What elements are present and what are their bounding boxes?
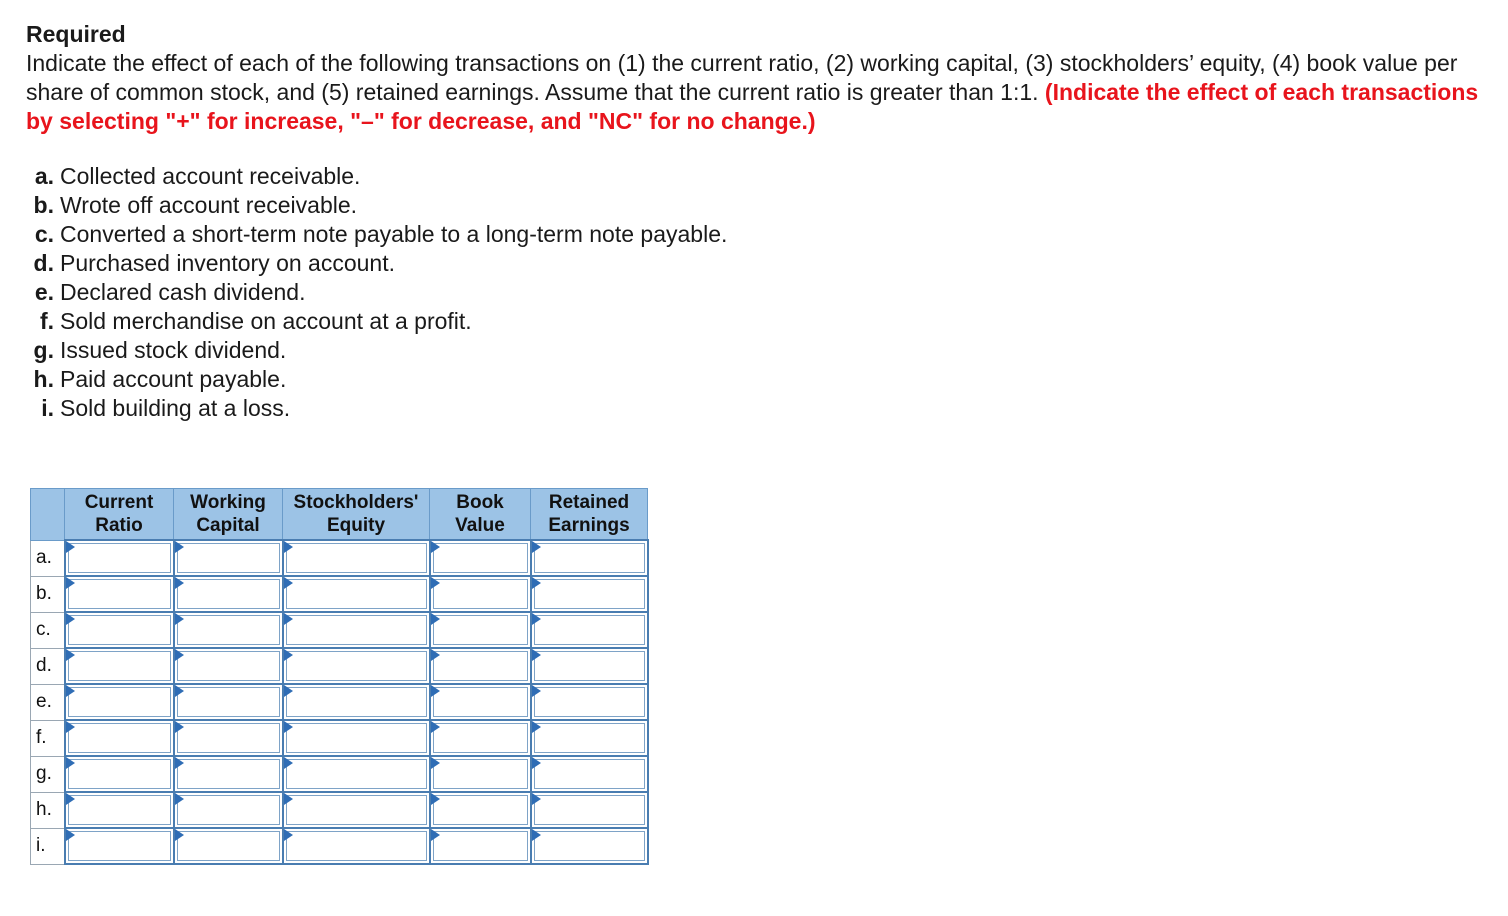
dropdown-marker-icon: [175, 829, 184, 841]
dropdown-field[interactable]: [286, 651, 427, 681]
dropdown-marker-icon: [532, 685, 541, 697]
dropdown-marker-icon: [532, 541, 541, 553]
dropdown-field[interactable]: [534, 615, 645, 645]
table-row: [31, 756, 648, 792]
transaction-item: b. Wrote off account receivable.: [33, 192, 358, 218]
dropdown-field[interactable]: [177, 543, 280, 573]
corner-header: [31, 489, 65, 541]
dropdown-marker-icon: [532, 649, 541, 661]
dropdown-marker-icon: [175, 541, 184, 553]
select-book-value[interactable]: [430, 648, 531, 684]
dropdown-field[interactable]: [433, 543, 528, 573]
dropdown-marker-icon: [284, 649, 293, 661]
dropdown-marker-icon: [66, 721, 75, 733]
dropdown-field[interactable]: [68, 795, 171, 825]
header-stockholders-equity: Stockholders' Equity: [283, 489, 430, 541]
table-row: [31, 540, 648, 576]
table-row: [31, 612, 648, 648]
header-working-capital: Working Capital: [174, 489, 283, 541]
dropdown-field[interactable]: [68, 651, 171, 681]
dropdown-field[interactable]: [433, 579, 528, 609]
dropdown-marker-icon: [66, 541, 75, 553]
dropdown-field[interactable]: [534, 723, 645, 753]
select-book-value[interactable]: [430, 576, 531, 612]
dropdown-marker-icon: [532, 577, 541, 589]
select-current-ratio[interactable]: [65, 684, 174, 720]
dropdown-marker-icon: [284, 829, 293, 841]
dropdown-field[interactable]: [68, 723, 171, 753]
select-retained-earnings[interactable]: [531, 792, 648, 828]
select-working-capital[interactable]: [174, 684, 283, 720]
dropdown-marker-icon: [175, 577, 184, 589]
dropdown-marker-icon: [175, 685, 184, 697]
transaction-item: e. Declared cash dividend.: [34, 279, 306, 305]
transaction-list: [26, 162, 1486, 423]
dropdown-field[interactable]: [433, 759, 528, 789]
dropdown-marker-icon: [431, 577, 440, 589]
header-current-ratio: Current Ratio: [65, 489, 174, 541]
dropdown-marker-icon: [175, 721, 184, 733]
table-row: [31, 792, 648, 828]
select-current-ratio[interactable]: [65, 648, 174, 684]
dropdown-field[interactable]: [286, 687, 427, 717]
select-stockholders-equity[interactable]: [283, 612, 430, 648]
dropdown-field[interactable]: [177, 615, 280, 645]
dropdown-field[interactable]: [433, 795, 528, 825]
dropdown-marker-icon: [532, 613, 541, 625]
transaction-item: c. Converted a short-term note payable to a long-term note payable.: [34, 221, 728, 247]
select-retained-earnings[interactable]: [531, 684, 648, 720]
dropdown-marker-icon: [532, 721, 541, 733]
transaction-item: i. Sold building at a loss.: [41, 395, 291, 421]
select-working-capital[interactable]: [174, 792, 283, 828]
row-label: h.: [31, 792, 65, 828]
table-row: [31, 576, 648, 612]
row-label: a.: [31, 540, 65, 576]
select-stockholders-equity[interactable]: [283, 576, 430, 612]
select-book-value[interactable]: [430, 756, 531, 792]
dropdown-marker-icon: [431, 829, 440, 841]
select-current-ratio[interactable]: [65, 792, 174, 828]
table-row: [31, 720, 648, 756]
select-current-ratio[interactable]: [65, 720, 174, 756]
select-stockholders-equity[interactable]: [283, 720, 430, 756]
dropdown-field[interactable]: [534, 543, 645, 573]
select-current-ratio[interactable]: [65, 540, 174, 576]
dropdown-marker-icon: [284, 685, 293, 697]
dropdown-marker-icon: [284, 793, 293, 805]
dropdown-marker-icon: [175, 757, 184, 769]
select-working-capital[interactable]: [174, 612, 283, 648]
row-label: e.: [31, 684, 65, 720]
dropdown-marker-icon: [66, 649, 75, 661]
instructions-note: (Indicate the effect of each transactions by selecting "+" for increase, "–" for decrease, and "NC" for no change.): [26, 79, 1479, 134]
dropdown-marker-icon: [175, 613, 184, 625]
select-working-capital[interactable]: [174, 540, 283, 576]
dropdown-field[interactable]: [177, 687, 280, 717]
section-heading: Required: [26, 21, 126, 47]
dropdown-field[interactable]: [534, 759, 645, 789]
dropdown-field[interactable]: [286, 759, 427, 789]
dropdown-field[interactable]: [177, 579, 280, 609]
dropdown-marker-icon: [66, 829, 75, 841]
dropdown-field[interactable]: [534, 579, 645, 609]
select-current-ratio[interactable]: [65, 612, 174, 648]
row-label: c.: [31, 612, 65, 648]
select-book-value[interactable]: [430, 792, 531, 828]
dropdown-field[interactable]: [534, 651, 645, 681]
dropdown-marker-icon: [431, 793, 440, 805]
select-book-value[interactable]: [430, 540, 531, 576]
row-label: d.: [31, 648, 65, 684]
select-current-ratio[interactable]: [65, 828, 174, 864]
select-book-value[interactable]: [430, 612, 531, 648]
select-retained-earnings[interactable]: [531, 576, 648, 612]
dropdown-field[interactable]: [177, 795, 280, 825]
dropdown-marker-icon: [66, 613, 75, 625]
transaction-item: g. Issued stock dividend.: [33, 337, 287, 363]
dropdown-marker-icon: [284, 577, 293, 589]
select-working-capital[interactable]: [174, 648, 283, 684]
dropdown-marker-icon: [431, 649, 440, 661]
dropdown-marker-icon: [532, 757, 541, 769]
dropdown-field[interactable]: [433, 831, 528, 861]
dropdown-marker-icon: [431, 613, 440, 625]
select-working-capital[interactable]: [174, 828, 283, 864]
select-stockholders-equity[interactable]: [283, 792, 430, 828]
select-book-value[interactable]: [430, 684, 531, 720]
select-stockholders-equity[interactable]: [283, 540, 430, 576]
dropdown-field[interactable]: [286, 615, 427, 645]
transaction-item: h. Paid account payable.: [33, 366, 287, 392]
dropdown-field[interactable]: [534, 687, 645, 717]
dropdown-field[interactable]: [433, 615, 528, 645]
instructions-text: Indicate the effect of each of the following transactions on (1) the current ratio, (2) working capital, (3) stockholders’ equity, (4) book value per share of common stock, and (5) retained earnings. Assume that the current ratio is greater than 1:1.: [26, 50, 1458, 105]
dropdown-marker-icon: [66, 793, 75, 805]
select-retained-earnings[interactable]: [531, 720, 648, 756]
select-working-capital[interactable]: [174, 756, 283, 792]
dropdown-field[interactable]: [433, 723, 528, 753]
dropdown-marker-icon: [175, 793, 184, 805]
dropdown-marker-icon: [284, 757, 293, 769]
select-stockholders-equity[interactable]: [283, 756, 430, 792]
select-working-capital[interactable]: [174, 720, 283, 756]
table-row: [31, 648, 648, 684]
answer-table: [30, 488, 649, 865]
dropdown-field[interactable]: [68, 831, 171, 861]
dropdown-marker-icon: [532, 829, 541, 841]
dropdown-field[interactable]: [286, 543, 427, 573]
select-current-ratio[interactable]: [65, 756, 174, 792]
dropdown-field[interactable]: [286, 723, 427, 753]
table-row: [31, 684, 648, 720]
dropdown-field[interactable]: [177, 759, 280, 789]
dropdown-marker-icon: [431, 757, 440, 769]
select-current-ratio[interactable]: [65, 576, 174, 612]
select-retained-earnings[interactable]: [531, 540, 648, 576]
dropdown-marker-icon: [431, 541, 440, 553]
instructions: [26, 49, 1486, 136]
dropdown-field[interactable]: [433, 687, 528, 717]
dropdown-field[interactable]: [286, 831, 427, 861]
select-book-value[interactable]: [430, 828, 531, 864]
select-retained-earnings[interactable]: [531, 648, 648, 684]
row-label: b.: [31, 576, 65, 612]
transaction-item: d. Purchased inventory on account.: [33, 250, 395, 276]
dropdown-field[interactable]: [433, 651, 528, 681]
dropdown-field[interactable]: [286, 795, 427, 825]
dropdown-marker-icon: [175, 649, 184, 661]
dropdown-field[interactable]: [177, 651, 280, 681]
dropdown-field[interactable]: [534, 831, 645, 861]
table-row: [31, 828, 648, 864]
dropdown-field[interactable]: [68, 615, 171, 645]
header-row: [31, 489, 648, 541]
dropdown-field[interactable]: [68, 759, 171, 789]
row-label: g.: [31, 756, 65, 792]
dropdown-field[interactable]: [68, 579, 171, 609]
transaction-item: a. Collected account receivable.: [34, 163, 361, 189]
select-stockholders-equity[interactable]: [283, 684, 430, 720]
dropdown-marker-icon: [66, 685, 75, 697]
dropdown-field[interactable]: [177, 723, 280, 753]
dropdown-marker-icon: [284, 541, 293, 553]
dropdown-marker-icon: [284, 721, 293, 733]
select-stockholders-equity[interactable]: [283, 648, 430, 684]
dropdown-marker-icon: [66, 577, 75, 589]
dropdown-field[interactable]: [68, 543, 171, 573]
select-retained-earnings[interactable]: [531, 828, 648, 864]
select-working-capital[interactable]: [174, 576, 283, 612]
dropdown-marker-icon: [431, 721, 440, 733]
row-label: f.: [31, 720, 65, 756]
dropdown-field[interactable]: [534, 795, 645, 825]
row-label: i.: [31, 828, 65, 864]
select-retained-earnings[interactable]: [531, 612, 648, 648]
dropdown-marker-icon: [431, 685, 440, 697]
dropdown-field[interactable]: [286, 579, 427, 609]
select-stockholders-equity[interactable]: [283, 828, 430, 864]
dropdown-marker-icon: [66, 757, 75, 769]
select-retained-earnings[interactable]: [531, 756, 648, 792]
header-book-value: Book Value: [430, 489, 531, 541]
transaction-item: f. Sold merchandise on account at a profit.: [39, 308, 472, 334]
dropdown-field[interactable]: [68, 687, 171, 717]
header-retained-earnings: Retained Earnings: [531, 489, 648, 541]
dropdown-marker-icon: [284, 613, 293, 625]
dropdown-field[interactable]: [177, 831, 280, 861]
select-book-value[interactable]: [430, 720, 531, 756]
dropdown-marker-icon: [532, 793, 541, 805]
